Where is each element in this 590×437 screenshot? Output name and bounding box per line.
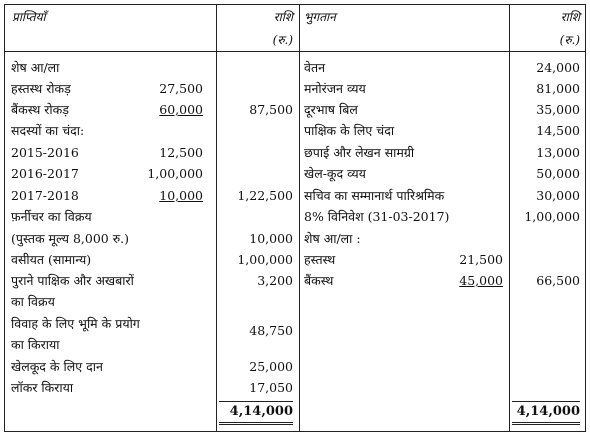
cash-in-hand-label: हस्तस्थ रोकड़	[11, 81, 71, 96]
sports-donation-total: 25,000	[249, 359, 293, 374]
entertainment-label: मनोरंजन व्यय	[304, 81, 366, 96]
amount-heading-left: राशि	[273, 10, 293, 24]
opening-balance-label: शेष आ/ला	[11, 60, 60, 75]
payments-grand-total: 4,14,000	[516, 404, 580, 419]
subscriptions-label: सदस्यों का चंदा:	[11, 123, 85, 138]
investment-total: 1,00,000	[524, 209, 580, 224]
subscription-year: 2016-2017	[11, 166, 79, 181]
old-papers-label: पुराने पाक्षिक और अखबारों	[11, 273, 134, 288]
honorarium-label: सचिव का सम्मानार्थ पारिश्रमिक	[304, 188, 445, 203]
sports-expense-total: 50,000	[536, 166, 580, 181]
entertainment-total: 81,000	[536, 81, 580, 96]
locker-rent-label: लॉकर किराया	[11, 380, 74, 395]
old-papers-total: 3,200	[257, 273, 293, 288]
closing-cash-value: 21,500	[459, 252, 503, 267]
receipts-heading: प्राप्तियाँ	[12, 10, 46, 24]
opening-balance-total: 87,500	[249, 102, 293, 117]
payments-heading: भुगतान	[304, 10, 336, 24]
salary-total: 24,000	[536, 60, 580, 75]
printing-label: छपाई और लेखन सामग्री	[304, 145, 415, 160]
locker-rent-total: 17,050	[249, 380, 293, 395]
marriage-rent-label: विवाह के लिए भूमि के प्रयोग	[11, 316, 140, 331]
subscription-value: 10,000	[159, 188, 203, 203]
header-divider	[5, 51, 585, 52]
closing-cash-label: हस्तस्थ	[304, 252, 336, 267]
marriage-rent-total: 48,750	[249, 323, 293, 338]
cash-in-hand-value: 27,500	[159, 81, 203, 96]
unit-heading-left: (रु.)	[272, 33, 293, 47]
subscription-year: 2015-2016	[11, 145, 79, 160]
furniture-sale-total: 10,000	[249, 231, 293, 246]
investment-label: 8% विनिवेश (31-03-2017)	[304, 209, 450, 224]
subscription-value: 12,500	[159, 145, 203, 160]
magazine-subscription-label: पाक्षिक के लिए चंदा	[304, 123, 395, 138]
salary-label: वेतन	[304, 60, 326, 75]
receipts-grand-total: 4,14,000	[229, 404, 293, 419]
subscriptions-total: 1,22,500	[237, 188, 293, 203]
closing-balance-label: शेष आ/ला :	[304, 231, 361, 246]
telephone-total: 35,000	[536, 102, 580, 117]
sports-expense-label: खेल-कूद व्यय	[304, 166, 366, 181]
unit-heading-right: (रु.)	[559, 33, 580, 47]
telephone-label: दूरभाष बिल	[304, 102, 358, 117]
legacy-label: वसीयत (सामान्य)	[11, 252, 92, 267]
cash-at-bank-value: 60,000	[159, 102, 203, 117]
closing-balance-total: 66,500	[536, 273, 580, 288]
cash-at-bank-label: बैंकस्थ रोकड़	[11, 102, 69, 117]
closing-bank-label: बैंकस्थ	[304, 273, 334, 288]
legacy-total: 1,00,000	[237, 252, 293, 267]
receipts-payments-account	[4, 4, 586, 432]
old-papers-label-cont: का विक्रय	[11, 294, 55, 309]
magazine-subscription-total: 14,500	[536, 123, 580, 138]
honorarium-total: 30,000	[536, 188, 580, 203]
furniture-sale-label: फ़र्नीचर का विक्रय	[11, 209, 92, 224]
sports-donation-label: खेलकूद के लिए दान	[11, 359, 103, 374]
furniture-book-value: (पुस्तक मूल्य 8,000 रु.)	[11, 231, 130, 246]
column-divider	[299, 5, 300, 431]
subscription-year: 2017-2018	[11, 188, 79, 203]
printing-total: 13,000	[536, 145, 580, 160]
marriage-rent-label-cont: का किराया	[11, 337, 60, 352]
subscription-value: 1,00,000	[147, 166, 203, 181]
closing-bank-value: 45,000	[459, 273, 503, 288]
amount-heading-right: राशि	[560, 10, 580, 24]
